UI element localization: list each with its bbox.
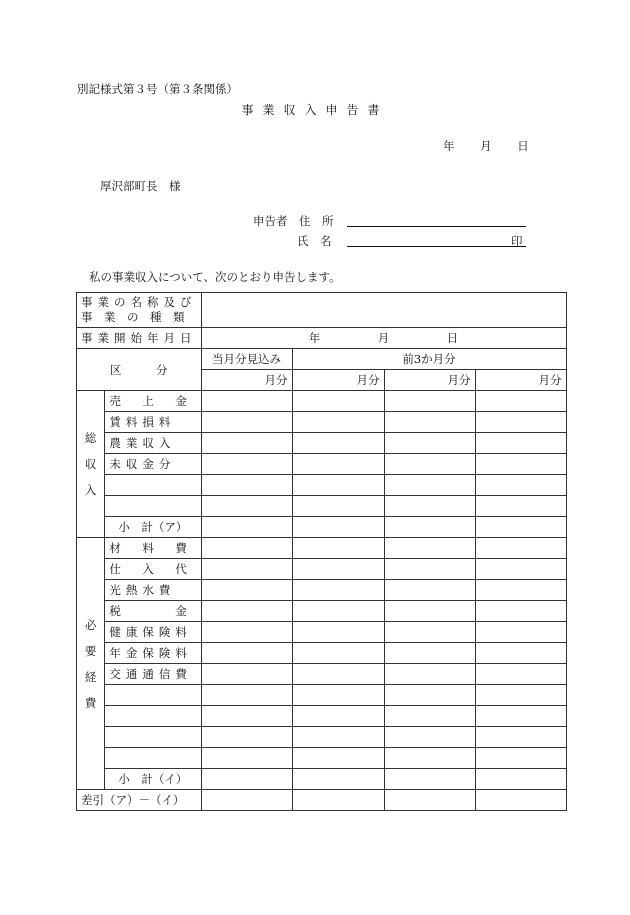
amount-cell[interactable] — [475, 601, 566, 622]
amount-cell[interactable] — [292, 601, 384, 622]
amount-cell[interactable] — [201, 748, 292, 769]
amount-cell[interactable] — [292, 643, 384, 664]
amount-cell[interactable] — [475, 622, 566, 643]
start-date-row — [77, 328, 567, 349]
amount-cell[interactable] — [201, 517, 292, 538]
amount-cell[interactable] — [201, 685, 292, 706]
amount-cell[interactable] — [384, 790, 475, 811]
amount-cell[interactable] — [201, 559, 292, 580]
amount-cell[interactable] — [201, 412, 292, 433]
amount-cell[interactable] — [201, 475, 292, 496]
amount-cell[interactable] — [201, 664, 292, 685]
amount-cell[interactable] — [384, 496, 475, 517]
amount-cell[interactable] — [475, 769, 566, 790]
prev-3-months-label: 前3か月分 — [292, 349, 566, 370]
expense-item-label: 健康保険料 — [105, 622, 201, 643]
amount-cell[interactable] — [384, 748, 475, 769]
expense-group-char: 費 — [84, 695, 97, 710]
expense-section — [77, 538, 567, 790]
date-line: 年 月 日 — [443, 139, 529, 153]
amount-cell[interactable] — [292, 475, 384, 496]
amount-cell[interactable] — [292, 790, 384, 811]
income-item-label: 賃料損料 — [105, 412, 201, 433]
form-reference: 別記様式第３号（第３条関係） — [77, 82, 238, 96]
expense-row — [77, 727, 567, 748]
amount-cell[interactable] — [384, 706, 475, 727]
amount-cell[interactable] — [201, 727, 292, 748]
amount-cell[interactable] — [384, 601, 475, 622]
income-table — [76, 292, 567, 811]
income-group-char: 収 — [84, 457, 97, 471]
income-row — [77, 391, 567, 412]
amount-cell[interactable] — [384, 412, 475, 433]
applicant-address-label: 申告者 住 所 — [253, 214, 334, 228]
addressee: 厚沢部町長 様 — [100, 179, 181, 193]
amount-cell[interactable] — [384, 559, 475, 580]
month-label: 月分 — [475, 370, 566, 391]
expense-item-label — [105, 748, 201, 769]
expense-row — [77, 601, 567, 622]
expense-row — [77, 622, 567, 643]
amount-cell[interactable] — [384, 538, 475, 559]
amount-cell[interactable] — [475, 685, 566, 706]
income-section — [77, 391, 567, 538]
expense-group-label — [77, 538, 105, 790]
income-row — [77, 475, 567, 496]
amount-cell[interactable] — [292, 559, 384, 580]
income-row — [77, 454, 567, 475]
difference-row — [77, 790, 567, 811]
expense-row — [77, 580, 567, 601]
expense-subtotal-label: 小 計（イ） — [105, 769, 201, 790]
amount-cell[interactable] — [201, 769, 292, 790]
name-line[interactable] — [347, 246, 526, 247]
amount-cell[interactable] — [475, 517, 566, 538]
expense-item-label — [105, 706, 201, 727]
amount-cell[interactable] — [384, 685, 475, 706]
amount-cell[interactable] — [475, 475, 566, 496]
amount-cell[interactable] — [384, 580, 475, 601]
amount-cell[interactable] — [475, 496, 566, 517]
amount-cell[interactable] — [201, 538, 292, 559]
income-subtotal-label: 小 計（ア） — [105, 517, 201, 538]
amount-cell[interactable] — [201, 580, 292, 601]
amount-cell[interactable] — [201, 433, 292, 454]
expense-row — [77, 685, 567, 706]
income-row — [77, 433, 567, 454]
income-item-label: 農業収入 — [105, 433, 201, 454]
amount-cell[interactable] — [292, 622, 384, 643]
amount-cell[interactable] — [475, 664, 566, 685]
seal-mark: 印 — [511, 234, 523, 248]
amount-cell[interactable] — [384, 727, 475, 748]
amount-cell[interactable] — [292, 538, 384, 559]
amount-cell[interactable] — [475, 748, 566, 769]
amount-cell[interactable] — [201, 496, 292, 517]
amount-cell[interactable] — [292, 454, 384, 475]
amount-cell[interactable] — [475, 643, 566, 664]
business-name-label: 事業の名称及び 事 業 の 種 類 — [77, 293, 202, 328]
income-item-label — [105, 475, 201, 496]
amount-cell[interactable] — [292, 706, 384, 727]
expense-row — [77, 769, 567, 790]
amount-cell[interactable] — [475, 538, 566, 559]
amount-cell[interactable] — [475, 412, 566, 433]
amount-cell[interactable] — [201, 790, 292, 811]
expense-item-label — [105, 727, 201, 748]
amount-cell[interactable] — [475, 706, 566, 727]
amount-cell[interactable] — [201, 601, 292, 622]
amount-cell[interactable] — [384, 433, 475, 454]
intro-text: 私の事業収入について、次のとおり申告します。 — [89, 270, 341, 284]
amount-cell[interactable] — [201, 391, 292, 412]
applicant-name-label: 氏 名 — [297, 234, 332, 248]
amount-cell[interactable] — [292, 769, 384, 790]
expense-row — [77, 706, 567, 727]
amount-cell[interactable] — [475, 790, 566, 811]
expense-item-label: 交通通信費 — [105, 664, 201, 685]
amount-cell[interactable] — [384, 517, 475, 538]
business-name-row — [77, 293, 567, 328]
amount-cell[interactable] — [201, 706, 292, 727]
amount-cell[interactable] — [384, 454, 475, 475]
amount-cell[interactable] — [475, 454, 566, 475]
current-month-label: 当月分見込み — [201, 349, 292, 370]
column-header-row — [77, 349, 567, 370]
amount-cell[interactable] — [292, 727, 384, 748]
amount-cell[interactable] — [475, 391, 566, 412]
income-row — [77, 496, 567, 517]
expense-item-label: 仕 入 代 — [105, 559, 201, 580]
income-row — [77, 517, 567, 538]
amount-cell[interactable] — [384, 391, 475, 412]
expense-row — [77, 538, 567, 559]
amount-cell[interactable] — [201, 643, 292, 664]
expense-row — [77, 643, 567, 664]
amount-cell[interactable] — [384, 769, 475, 790]
amount-cell[interactable] — [292, 748, 384, 769]
amount-cell[interactable] — [292, 496, 384, 517]
expense-row — [77, 559, 567, 580]
form-title: 事業収入申告書 — [241, 103, 389, 117]
amount-cell[interactable] — [292, 433, 384, 454]
amount-cell[interactable] — [475, 727, 566, 748]
amount-cell[interactable] — [292, 391, 384, 412]
amount-cell[interactable] — [475, 433, 566, 454]
expense-group-char: 経 — [84, 669, 97, 684]
expense-group-char: 必 — [84, 617, 97, 632]
amount-cell[interactable] — [292, 412, 384, 433]
amount-cell[interactable] — [384, 664, 475, 685]
expense-row — [77, 664, 567, 685]
start-date-label: 事業開始年月日 — [77, 328, 202, 349]
amount-cell[interactable] — [292, 580, 384, 601]
amount-cell[interactable] — [384, 622, 475, 643]
difference-label: 差引（ア）－（イ） — [77, 790, 202, 811]
business-name-value[interactable] — [201, 293, 566, 328]
income-item-label: 売 上 金 — [105, 391, 201, 412]
applicant-block — [0, 213, 630, 253]
amount-cell[interactable] — [384, 475, 475, 496]
income-row — [77, 412, 567, 433]
amount-cell[interactable] — [384, 643, 475, 664]
amount-cell[interactable] — [292, 685, 384, 706]
amount-cell[interactable] — [292, 517, 384, 538]
income-group-label — [77, 391, 105, 538]
expense-item-label: 光熱水費 — [105, 580, 201, 601]
category-label: 区 分 — [77, 349, 202, 391]
expense-item-label: 年金保険料 — [105, 643, 201, 664]
expense-row — [77, 748, 567, 769]
month-label: 月分 — [384, 370, 475, 391]
expense-group-char: 要 — [84, 643, 97, 658]
amount-cell[interactable] — [201, 454, 292, 475]
amount-cell[interactable] — [201, 622, 292, 643]
expense-item-label: 材 料 費 — [105, 538, 201, 559]
expense-item-label: 税 金 — [105, 601, 201, 622]
month-label: 月分 — [292, 370, 384, 391]
month-label: 月分 — [201, 370, 292, 391]
amount-cell[interactable] — [292, 664, 384, 685]
start-date-value[interactable]: 年 月 日 — [201, 328, 566, 349]
expense-item-label — [105, 685, 201, 706]
income-item-label — [105, 496, 201, 517]
amount-cell[interactable] — [475, 580, 566, 601]
amount-cell[interactable] — [475, 559, 566, 580]
address-line[interactable] — [347, 226, 526, 227]
income-group-char: 入 — [84, 483, 97, 497]
income-group-char: 総 — [84, 431, 97, 445]
income-item-label: 未収金分 — [105, 454, 201, 475]
